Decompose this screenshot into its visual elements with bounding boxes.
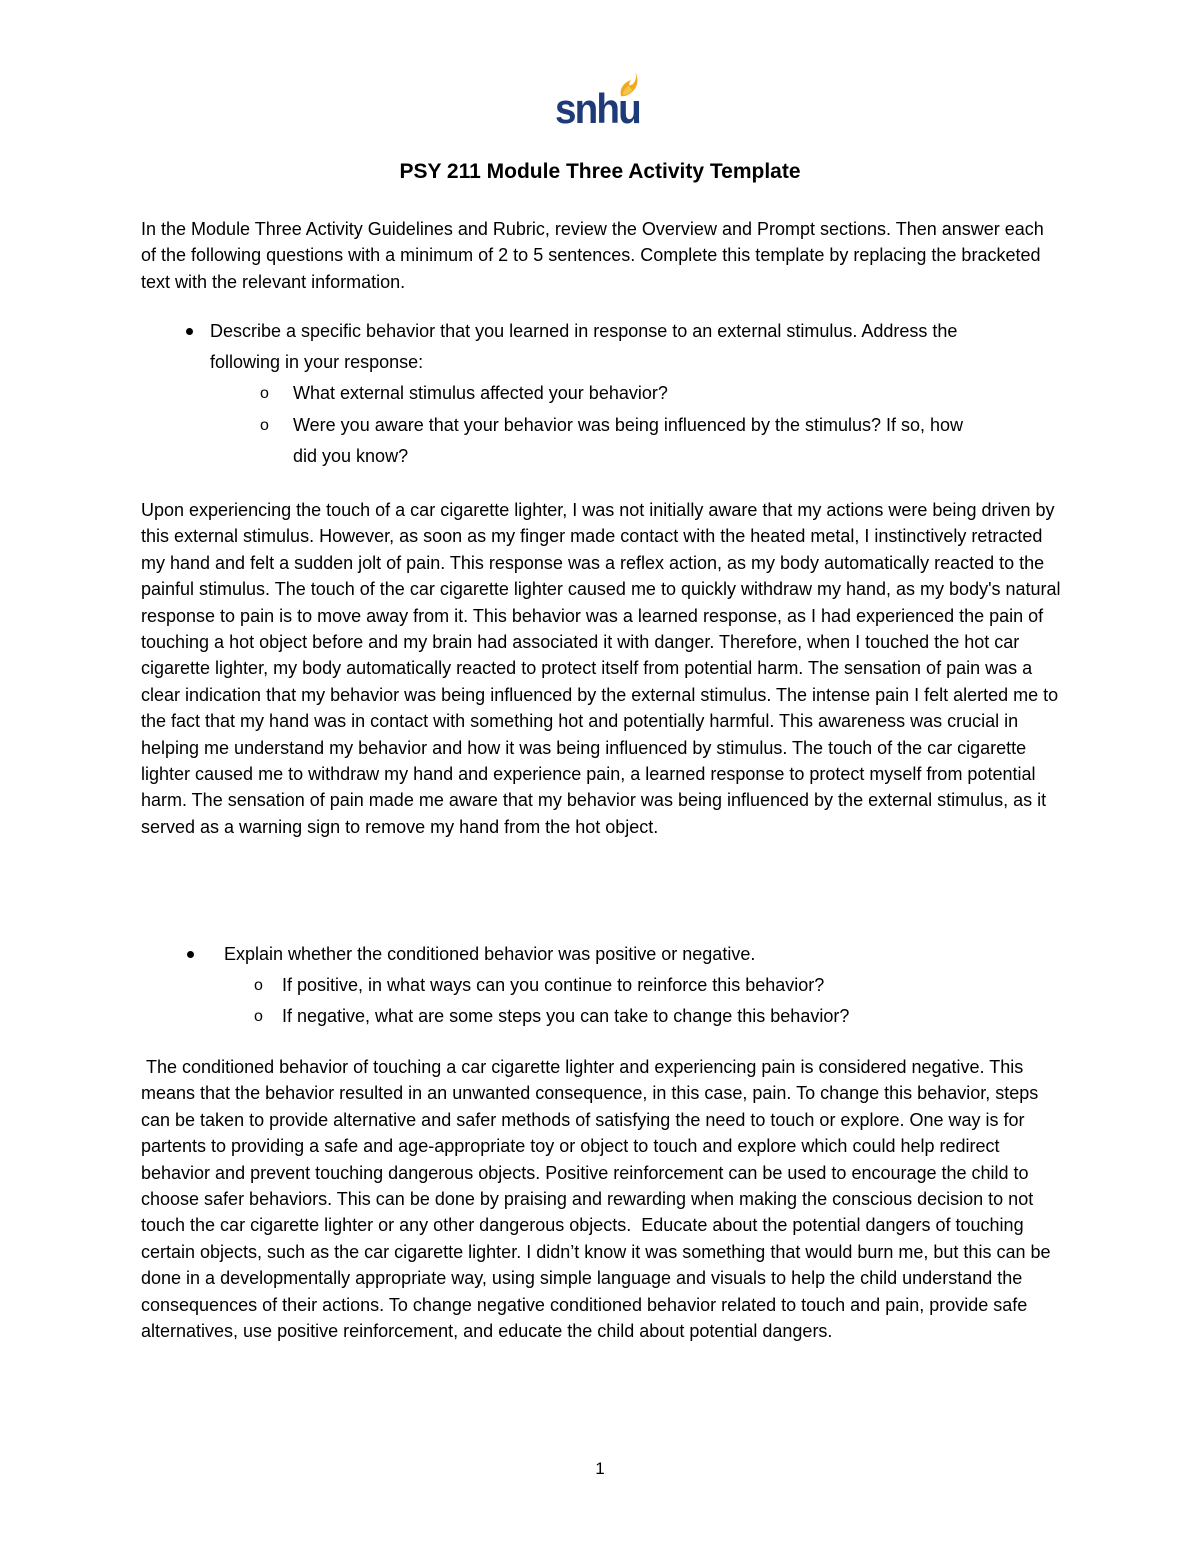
prompt-1-sub-item: Were you aware that your behavior was being influenced by the stimulus? If so, how	[293, 415, 964, 435]
logo-wordmark: snhu	[555, 85, 640, 132]
prompt-1-bullet: Describe a specific behavior that you learned in response to an external stimulus. Address the	[210, 321, 958, 341]
prompt-1-sub-item: What external stimulus affected your behavior?	[293, 383, 668, 403]
intro-paragraph: In the Module Three Activity Guidelines and Rubric, review the Overview and Prompt sections. Then answer each of the following questions with a minimum of 2 to 5 sentences. Complete this template by replacing the bracketed text with the relevant information.	[141, 219, 1044, 292]
sub-bullet-marker: o	[260, 385, 269, 402]
answer-1-paragraph: Upon experiencing the touch of a car cigarette lighter, I was not initially aware that my actions were being driven by this external stimulus. However, as soon as my finger made contact with the heated metal, I instinctively retracted my hand and felt a sudden jolt of pain. This response was a reflex action, as my body automatically reacted to the painful stimulus. The touch of the car cigarette lighter caused me to quickly withdraw my hand, as my body's natural response to pain is to move away from it. This behavior was a learned response, as I had experienced the pain of touching a hot object before and my brain had associated it with danger. Therefore, when I touched the hot car cigarette lighter, my body automatically reacted to protect itself from potential harm. The sensation of pain was a clear indication that my behavior was being influenced by the external stimulus. The intense pain I felt alerted me to the fact that my hand was in contact with something hot and potentially harmful. This awareness was crucial in helping me understand my behavior and how it was being influenced by stimulus. The touch of the car cigarette lighter caused me to withdraw my hand and experience pain, a learned response to protect myself from potential harm. The sensation of pain made me aware that my behavior was being influenced by the external stimulus, as it served as a warning sign to remove my hand from the hot object.	[141, 500, 1061, 837]
prompt-2-sub-item: If negative, what are some steps you can take to change this behavior?	[282, 1006, 850, 1026]
prompt-1-sub-item-continuation: did you know?	[293, 446, 409, 466]
sub-bullet-marker: o	[254, 977, 263, 994]
answer-2-paragraph: The conditioned behavior of touching a car cigarette lighter and experiencing pain is considered negative. This means that the behavior resulted in an unwanted consequence, in this case, pain. To change this behavior, steps can be taken to provide alternative and safer methods of satisfying the need to touch or explore. One way is for partents to providing a safe and age-appropriate toy or object to touch and explore which could help redirect behavior and prevent touching dangerous objects. Positive reinforcement can be used to encourage the child to choose safer behaviors. This can be done by praising and rewarding when making the conscious decision to not touch the car cigarette lighter or any other dangerous objects. Educate about the potential dangers of touching certain objects, such as the car cigarette lighter. I didn’t know it was something that would burn me, but this can be done in a developmentally appropriate way, using simple language and visuals to help the child understand the consequences of their actions. To change negative conditioned behavior related to touch and pain, provide safe alternatives, use positive reinforcement, and educate the child about potential dangers.	[141, 1057, 1056, 1342]
page-title: PSY 211 Module Three Activity Template	[399, 160, 801, 183]
prompt-2-sub-item: If positive, in what ways can you continue to reinforce this behavior?	[282, 975, 825, 995]
snhu-logo	[555, 72, 639, 134]
page-number: 1	[595, 1459, 605, 1478]
bullet-icon	[186, 328, 193, 335]
sub-bullet-marker: o	[260, 417, 269, 434]
prompt-2-bullet: Explain whether the conditioned behavior was positive or negative.	[224, 944, 756, 964]
prompt-1-bullet-continuation: following in your response:	[210, 352, 424, 372]
bullet-icon	[187, 951, 194, 958]
sub-bullet-marker: o	[254, 1008, 263, 1025]
